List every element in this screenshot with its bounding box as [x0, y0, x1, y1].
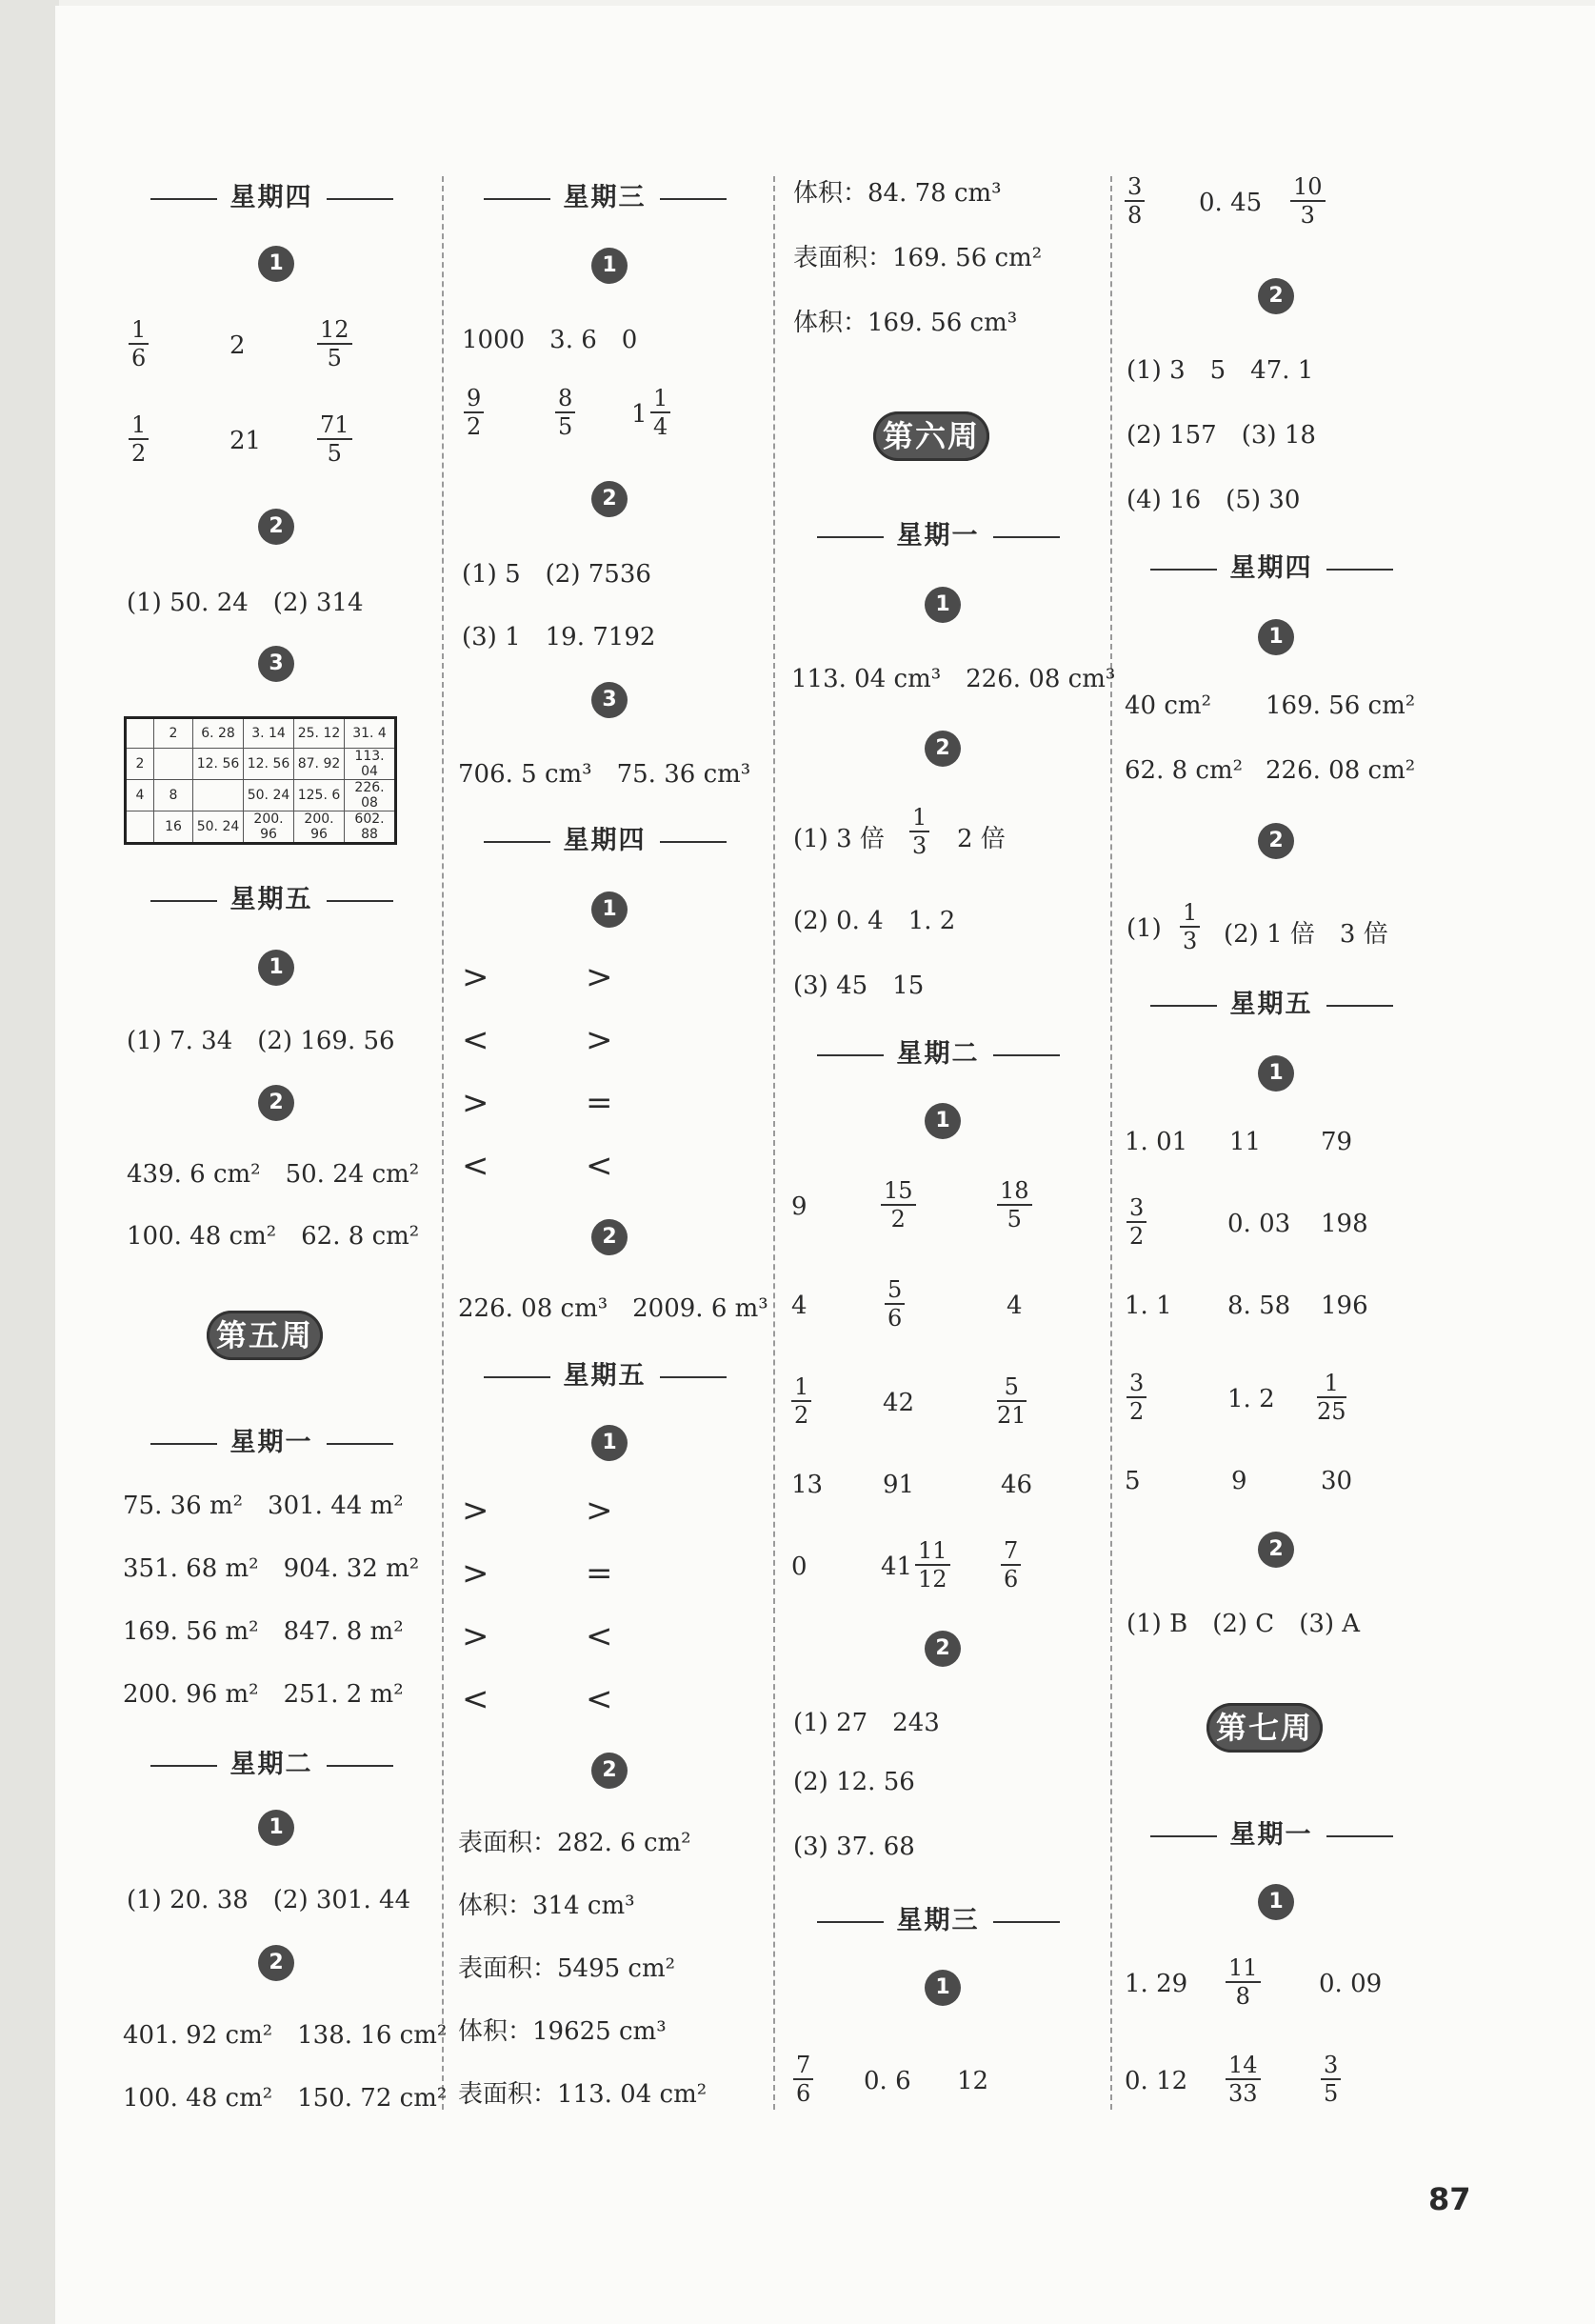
question-number-badge: 1 [925, 1970, 961, 2006]
fraction: $\frac{7}{6}$ [1001, 1537, 1021, 1593]
fraction: $\frac{11}{12}$ [915, 1537, 950, 1593]
answer-value: 9 [791, 1192, 807, 1221]
answer-value: 198 [1321, 1210, 1368, 1238]
answer-value: 0. 12 [1125, 2067, 1188, 2095]
table-cell: 8 [154, 780, 193, 811]
column-4 [1119, 162, 1433, 2114]
comparison-symbol: > [462, 1554, 489, 1593]
answer-line: (1) B (2) C (3) A [1126, 1610, 1361, 1638]
answer-value: 11 [1229, 1128, 1262, 1156]
answer-line: (1) 50. 24 (2) 314 [127, 589, 364, 617]
fraction: $\frac{1}{3}$ [909, 804, 929, 859]
question-number-badge: 2 [258, 1945, 294, 1981]
answer-line: 体积：314 cm³ [458, 1892, 635, 1920]
page-edge [0, 0, 59, 2324]
answer-line: (3) 1 19. 7192 [462, 623, 656, 651]
answer-line: 351. 68 m² 904. 32 m² [123, 1554, 420, 1583]
answer-value: 46 [1001, 1471, 1033, 1499]
table-cell: 2 [154, 718, 193, 749]
question-number-badge: 1 [591, 892, 628, 928]
answer-value: 91 [883, 1471, 915, 1499]
table-cell: 125. 6 [294, 780, 345, 811]
question-number-badge: 2 [1258, 823, 1294, 859]
section-heading: 星期二 [119, 1743, 424, 1780]
answer-line: (1) 20. 38 (2) 301. 44 [127, 1886, 411, 1914]
answer-value: 12 [957, 2067, 989, 2095]
table-cell: 12. 56 [193, 749, 244, 780]
question-number-badge: 1 [258, 246, 294, 282]
fraction: $\frac{10}{3}$ [1290, 173, 1326, 229]
answer-value: 0. 03 [1227, 1210, 1291, 1238]
answer-line: 表面积：282. 6 cm² [458, 1829, 691, 1857]
section-heading: 星期一 [1119, 1813, 1424, 1851]
answer-line: (2) 157 (3) 18 [1126, 421, 1316, 450]
answer-line: (2) 0. 4 1. 2 [793, 907, 956, 935]
question-number-badge: 2 [925, 1631, 961, 1667]
answer-value: 1. 29 [1125, 1970, 1188, 1998]
answer-value: 40 cm² [1125, 691, 1211, 720]
answer-table [124, 716, 397, 845]
section-heading: 星期五 [452, 1354, 757, 1392]
table-cell: 87. 92 [294, 749, 345, 780]
answer-line: (1) 3 5 47. 1 [1126, 356, 1314, 385]
comparison-symbol: < [586, 1617, 613, 1655]
question-number-badge: 1 [258, 1810, 294, 1846]
answer-value: 1. 1 [1125, 1292, 1172, 1320]
week-badge: 第七周 [1206, 1703, 1323, 1753]
answer-line: 706. 5 cm³ 75. 36 cm³ [458, 760, 751, 789]
section-heading: 星期四 [452, 819, 757, 856]
table-cell [126, 811, 154, 844]
fraction: $\frac{14}{33}$ [1226, 2052, 1261, 2107]
comparison-symbol: < [462, 1147, 489, 1185]
table-cell [154, 749, 193, 780]
section-heading: 星期四 [119, 176, 424, 213]
answer-line: 439. 6 cm² 50. 24 cm² [127, 1160, 420, 1189]
column-divider [442, 176, 444, 2110]
answer-line: (1) 7. 34 (2) 169. 56 [127, 1027, 395, 1055]
answer-line: (2) 12. 56 [793, 1768, 915, 1796]
question-number-badge: 1 [258, 950, 294, 986]
answer-line: 1000 3. 6 0 [462, 326, 638, 354]
table-cell: 200. 96 [294, 811, 345, 844]
fraction: $\frac{8}{5}$ [555, 385, 575, 440]
comparison-symbol: < [586, 1147, 613, 1185]
answer-value: 0. 09 [1319, 1970, 1383, 1998]
comparison-symbol: = [586, 1554, 613, 1593]
answer-line: (2) 1 倍 3 倍 [1224, 920, 1388, 949]
table-cell: 16 [154, 811, 193, 844]
answer-line: 226. 08 cm³ 2009. 6 m³ [458, 1294, 768, 1323]
section-heading: 星期三 [452, 176, 757, 213]
question-number-badge: 2 [591, 481, 628, 517]
question-number-badge: 1 [925, 1103, 961, 1139]
answer-line: (1) 5 (2) 7536 [462, 560, 651, 589]
question-number-badge: 2 [1258, 278, 1294, 314]
fraction: $\frac{71}{5}$ [317, 411, 352, 467]
table-cell: 31. 4 [345, 718, 396, 749]
question-number-badge: 2 [925, 731, 961, 767]
section-heading: 星期二 [786, 1032, 1090, 1070]
table-cell: 200. 96 [244, 811, 294, 844]
column-divider [773, 176, 775, 2110]
answer-line: (3) 45 15 [793, 972, 925, 1000]
table-row [126, 811, 396, 844]
fraction: $\frac{1}{3}$ [1180, 899, 1200, 954]
column-1 [119, 162, 448, 2114]
answer-line: 表面积：5495 cm² [458, 1954, 676, 1983]
answer-value: 42 [883, 1389, 915, 1417]
question-number-badge: 1 [925, 587, 961, 623]
table-cell: 4 [126, 780, 154, 811]
answer-value: 62. 8 cm² [1125, 756, 1244, 785]
fraction: $\frac{3}{5}$ [1321, 2052, 1341, 2107]
answer-line: 100. 48 cm² 62. 8 cm² [127, 1222, 420, 1251]
answer-line: (1) 27 243 [793, 1709, 940, 1737]
fraction: $\frac{18}{5}$ [997, 1177, 1032, 1232]
table-cell: 602. 88 [345, 811, 396, 844]
section-heading: 星期一 [786, 514, 1090, 551]
fraction: $\frac{3}{2}$ [1126, 1194, 1146, 1250]
comparison-symbol: < [586, 1680, 613, 1718]
answer-value: 2 [229, 331, 246, 360]
question-number-badge: 1 [591, 248, 628, 284]
answer-line: 113. 04 cm³ 226. 08 cm³ [791, 665, 1116, 693]
answer-line: 体积：84. 78 cm³ [793, 179, 1002, 208]
column-3 [786, 162, 1116, 2114]
question-number-badge: 1 [591, 1425, 628, 1461]
comparison-symbol: > [462, 1617, 489, 1655]
answer-value: 4 [1007, 1292, 1023, 1320]
answer-line: 200. 96 m² 251. 2 m² [123, 1680, 404, 1709]
fraction: $\frac{9}{2}$ [464, 385, 484, 440]
answer-line: 表面积：169. 56 cm² [793, 244, 1043, 272]
fraction: $\frac{11}{8}$ [1226, 1954, 1261, 2010]
question-number-badge: 1 [1258, 1055, 1294, 1092]
comparison-symbol: < [462, 1021, 489, 1059]
question-number-badge: 3 [258, 646, 294, 682]
answer-line: 体积：169. 56 cm³ [793, 309, 1018, 337]
fraction: $\frac{1}{2}$ [129, 411, 149, 467]
comparison-symbol: < [462, 1680, 489, 1718]
table-cell: 25. 12 [294, 718, 345, 749]
comparison-symbol: > [462, 958, 489, 996]
table-row [126, 780, 396, 811]
answer-value: 1. 2 [1227, 1385, 1275, 1413]
table-cell: 50. 24 [244, 780, 294, 811]
answer-line: 401. 92 cm² 138. 16 cm² [123, 2021, 448, 2050]
fraction: $\frac{7}{6}$ [793, 2052, 813, 2107]
mixed-number-whole: 1 [631, 400, 648, 429]
fraction: $\frac{3}{2}$ [1126, 1370, 1146, 1425]
answer-line: 体积：19625 cm³ [458, 2017, 667, 2046]
fraction: $\frac{1}{4}$ [650, 385, 670, 440]
fraction: $\frac{5}{6}$ [885, 1276, 905, 1332]
table-row [126, 718, 396, 749]
fraction: $\frac{1}{25}$ [1317, 1370, 1346, 1425]
week-badge: 第五周 [207, 1311, 323, 1360]
fraction: $\frac{12}{5}$ [317, 316, 352, 371]
answer-value: 13 [791, 1471, 824, 1499]
question-number-badge: 2 [258, 509, 294, 545]
comparison-symbol: > [586, 958, 613, 996]
week-badge: 第六周 [873, 411, 989, 461]
section-heading: 星期四 [1119, 547, 1424, 584]
question-number-badge: 2 [591, 1219, 628, 1255]
mixed-number-whole: 41 [881, 1553, 913, 1581]
answer-value: 21 [229, 427, 262, 455]
answer-value: 4 [791, 1292, 807, 1320]
answer-value: 9 [1231, 1467, 1247, 1495]
table-cell: 3. 14 [244, 718, 294, 749]
question-number-badge: 1 [1258, 619, 1294, 655]
fraction: $\frac{3}{8}$ [1125, 173, 1145, 229]
table-cell [193, 780, 244, 811]
table-cell: 12. 56 [244, 749, 294, 780]
table-cell: 226. 08 [345, 780, 396, 811]
section-heading: 星期三 [786, 1899, 1090, 1936]
answer-line: (4) 16 (5) 30 [1126, 486, 1301, 514]
answer-line: (1) 3 倍 [793, 825, 885, 853]
page-number: 87 [1428, 2181, 1471, 2217]
answer-value: 0. 45 [1199, 189, 1263, 217]
answer-value: 0 [791, 1553, 807, 1581]
answer-value: 0. 6 [864, 2067, 911, 2095]
answer-value: 79 [1321, 1128, 1353, 1156]
table-row [126, 749, 396, 780]
fraction: $\frac{1}{2}$ [791, 1373, 811, 1429]
column-divider [1110, 176, 1112, 2110]
answer-line: 表面积：113. 04 cm² [458, 2080, 708, 2109]
comparison-symbol: > [586, 1492, 613, 1530]
table-cell: 6. 28 [193, 718, 244, 749]
answer-line: 100. 48 cm² 150. 72 cm² [123, 2084, 448, 2113]
answer-value: 169. 56 cm² [1266, 691, 1416, 720]
question-number-badge: 2 [258, 1085, 294, 1121]
answer-line: 2 倍 [957, 825, 1006, 853]
section-heading: 星期一 [119, 1421, 424, 1458]
comparison-symbol: > [462, 1084, 489, 1122]
question-number-badge: 1 [1258, 1884, 1294, 1920]
column-2 [452, 162, 767, 2114]
comparison-symbol: > [462, 1492, 489, 1530]
section-heading: 星期五 [1119, 983, 1424, 1020]
section-heading: 星期五 [119, 878, 424, 915]
answer-line: 75. 36 m² 301. 44 m² [123, 1492, 404, 1520]
fraction: $\frac{5}{21}$ [997, 1373, 1027, 1429]
table-cell [126, 718, 154, 749]
table-cell: 2 [126, 749, 154, 780]
comparison-symbol: > [586, 1021, 613, 1059]
table-cell: 113. 04 [345, 749, 396, 780]
answer-value: 5 [1125, 1467, 1141, 1495]
answer-value: 196 [1321, 1292, 1368, 1320]
answer-value: 1. 01 [1125, 1128, 1188, 1156]
answer-value: 30 [1321, 1467, 1353, 1495]
answer-line: 169. 56 m² 847. 8 m² [123, 1617, 404, 1646]
question-number-badge: 2 [1258, 1532, 1294, 1568]
answer-value: 8. 58 [1227, 1292, 1291, 1320]
question-number-badge: 3 [591, 682, 628, 718]
question-number-badge: 2 [591, 1753, 628, 1789]
fraction: $\frac{15}{2}$ [881, 1177, 916, 1232]
answer-value: 226. 08 cm² [1266, 756, 1416, 785]
table-cell: 50. 24 [193, 811, 244, 844]
answer-line: (3) 37. 68 [793, 1833, 915, 1861]
answer-line: (1) [1126, 914, 1162, 943]
comparison-symbol: = [586, 1084, 613, 1122]
fraction: $\frac{1}{6}$ [129, 316, 149, 371]
